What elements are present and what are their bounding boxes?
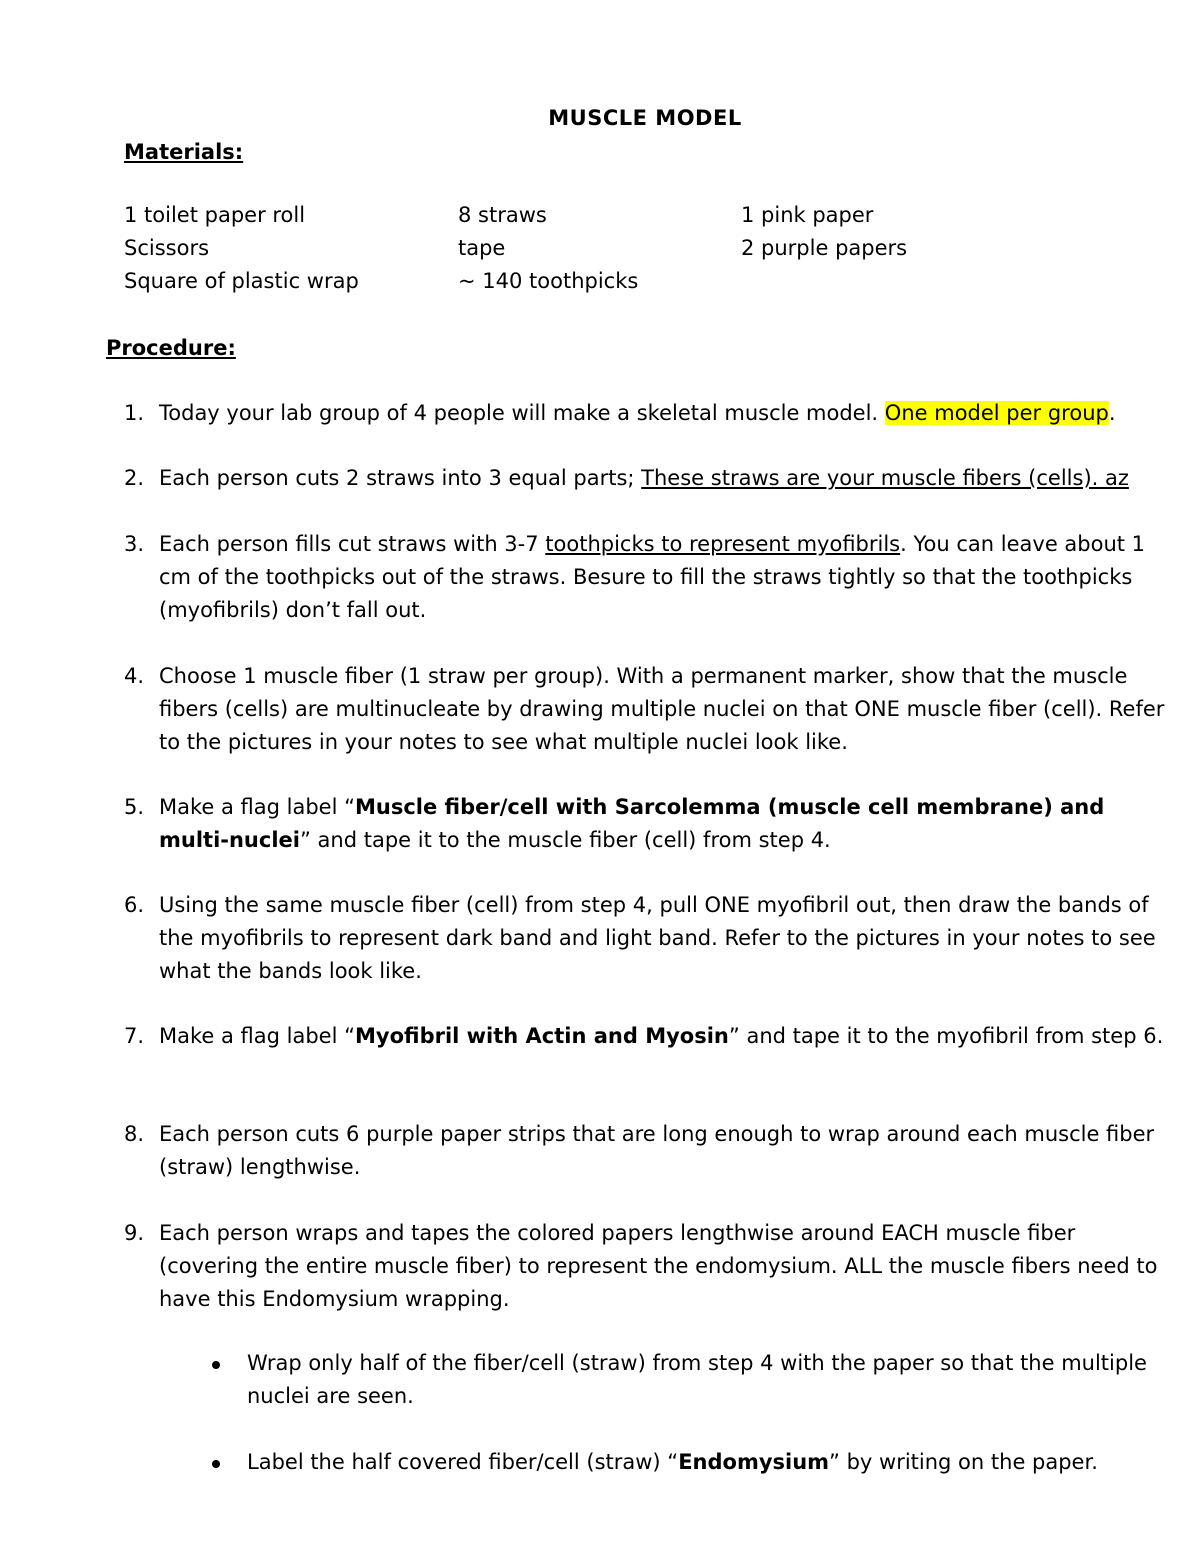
material-item: 1 toilet paper roll	[124, 203, 306, 227]
underlined-text: These straws are your muscle fibers (cells). az	[641, 466, 1129, 490]
step-text-part: ” and tape it to the muscle fiber (cell) from step 4.	[299, 828, 831, 852]
bold-label-text: Endomysium	[678, 1450, 830, 1474]
materials-column-3	[741, 199, 907, 265]
step-number: 9.	[124, 1221, 145, 1245]
step-text-part: Make a flag label “	[159, 1024, 355, 1048]
step-text-part: Each person fills cut straws with 3-7	[159, 532, 546, 556]
step-text	[159, 528, 1169, 627]
material-item: tape	[458, 236, 506, 260]
step-text-part: . You can leave about 1 cm of the toothpicks out of the straws. Besure to fill the straws tightly so that the toothpicks (myofibrils) don’t fall out.	[159, 532, 1146, 622]
step-text-part: ” and tape it to the myofibril from step 6.	[728, 1024, 1164, 1048]
material-item: 8 straws	[458, 203, 547, 227]
procedure-heading: Procedure:	[106, 336, 236, 360]
material-item: ~ 140 toothpicks	[458, 269, 639, 293]
bullet-text: Wrap only half of the fiber/cell (straw) from step 4 with the paper so that the multiple nuclei are seen.	[247, 1351, 1147, 1408]
step-number: 2.	[124, 466, 145, 490]
bold-label-text: Muscle fiber/cell with Sarcolemma (muscle cell membrane) and multi-nuclei	[159, 795, 1105, 852]
material-item: Scissors	[124, 236, 210, 260]
highlighted-text: One model per group	[884, 401, 1109, 425]
bullet-text	[247, 1446, 1147, 1479]
step-text-part: Each person cuts 2 straws into 3 equal parts;	[159, 466, 642, 490]
materials-column-1	[124, 199, 359, 298]
step-number: 7.	[124, 1024, 145, 1048]
bullet-dot-icon	[212, 1460, 220, 1468]
bullet-text-part: ” by writing on the paper.	[829, 1450, 1098, 1474]
step-text	[159, 462, 1169, 495]
bullet-dot-icon	[212, 1361, 220, 1369]
step-text	[159, 397, 1169, 430]
step-text: Using the same muscle fiber (cell) from step 4, pull ONE myofibril out, then draw the bands of the myofibrils to represent dark band and light band. Refer to the pictures in your notes to see what the bands look like.	[159, 893, 1156, 983]
step-number: 4.	[124, 664, 145, 688]
step-number: 8.	[124, 1122, 145, 1146]
step-number: 5.	[124, 795, 145, 819]
underlined-text: toothpicks to represent myofibrils	[545, 532, 901, 556]
step-number: 6.	[124, 893, 145, 917]
step-text	[159, 1020, 1169, 1053]
materials-column-2	[458, 199, 638, 298]
bold-label-text: Myofibril with Actin and Myosin	[354, 1024, 729, 1048]
step-number: 3.	[124, 532, 145, 556]
step-text: Each person wraps and tapes the colored papers lengthwise around EACH muscle fiber (covering the entire muscle fiber) to represent the endomysium. ALL the muscle fibers need to have this Endomysium wrapping.	[159, 1221, 1158, 1311]
material-item: 2 purple papers	[741, 236, 908, 260]
material-item: 1 pink paper	[741, 203, 874, 227]
step-text-part: Today your lab group of 4 people will make a skeletal muscle model.	[159, 401, 885, 425]
step-number: 1.	[124, 401, 145, 425]
step-text-part: Make a flag label “	[159, 795, 355, 819]
material-item: Square of plastic wrap	[124, 269, 359, 293]
step-text-part: .	[1108, 401, 1116, 425]
bullet-text-part: Label the half covered fiber/cell (straw) “	[247, 1450, 679, 1474]
materials-heading: Materials:	[124, 140, 244, 164]
step-text: Choose 1 muscle fiber (1 straw per group). With a permanent marker, show that the muscle fibers (cells) are multinucleate by drawing multiple nuclei on that ONE muscle fiber (cell). Refer to the pictures in your notes to see what multiple nuclei look like.	[159, 664, 1165, 754]
page-title: MUSCLE MODEL	[548, 106, 742, 130]
step-text	[159, 791, 1169, 857]
step-text: Each person cuts 6 purple paper strips that are long enough to wrap around each muscle fiber (straw) lengthwise.	[159, 1122, 1155, 1179]
